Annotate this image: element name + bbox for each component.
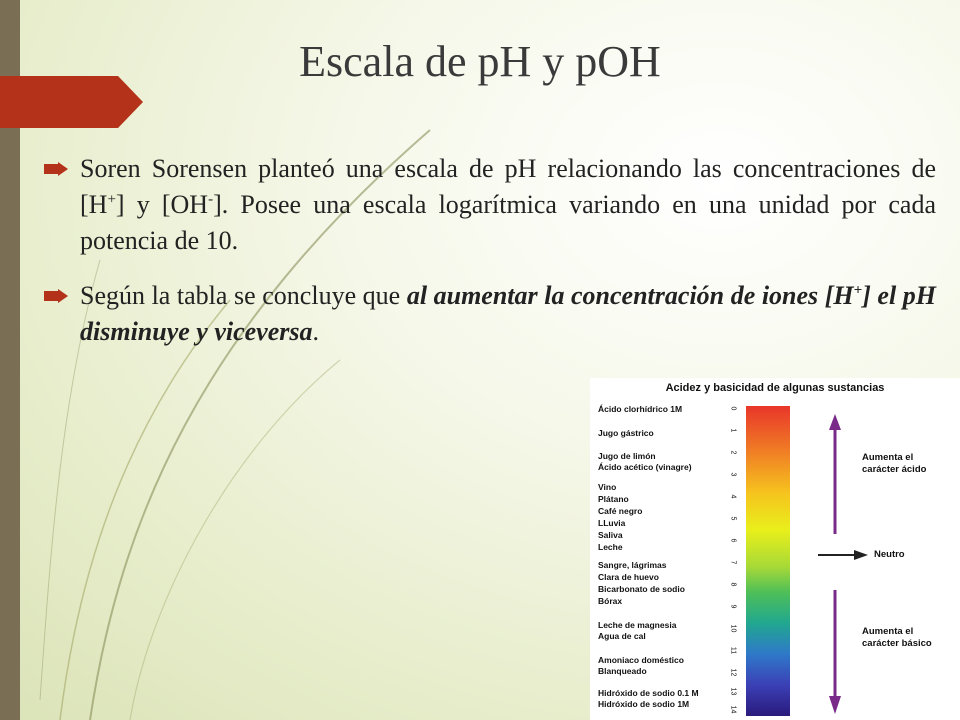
substance-label: Clara de huevo <box>598 572 659 582</box>
figure-title: Acidez y basicidad de algunas sustancias <box>665 382 885 394</box>
slide-title: Escala de pH y pOH <box>299 37 661 86</box>
ph-tick: 12 <box>729 668 737 677</box>
ph-tick: 3 <box>729 472 737 477</box>
substance-label: Sangre, lágrimas <box>598 560 667 570</box>
ph-tick: 8 <box>729 582 737 587</box>
ph-tick: 4 <box>729 494 737 499</box>
ph-tick: 11 <box>729 646 737 655</box>
ph-scale-figure <box>590 378 960 720</box>
ph-tick: 7 <box>729 560 737 565</box>
substance-label: Hidróxido de sodio 1M <box>598 699 690 709</box>
substance-label: Saliva <box>598 530 623 540</box>
substance-label: Ácido acético (vinagre) <box>598 462 692 472</box>
bullet-1-text: Soren Sorensen planteó una escala de pH relacionando las concentraciones de [H+] y [OH-]. Posee una escala logarítmica variando en una unidad por cada potencia de 10. <box>80 154 936 255</box>
substance-label: Leche <box>598 542 623 552</box>
substance-label: Bicarbonato de sodio <box>598 584 685 594</box>
arrow-bullet-icon <box>44 289 68 303</box>
ph-tick: 9 <box>729 604 737 609</box>
bullet-2 <box>44 278 936 350</box>
substance-label: Blanqueado <box>598 666 647 676</box>
bullet-2-text: Según la tabla se concluye que al aumentar la concentración de iones [H+] el pH disminuye y viceversa. <box>80 281 936 346</box>
acid-annotation: Aumenta el carácter ácido <box>862 452 927 475</box>
substance-label: Jugo gástrico <box>598 428 654 438</box>
ph-tick: 13 <box>729 687 737 696</box>
ph-tick: 2 <box>729 450 737 455</box>
ph-tick: 10 <box>729 624 737 633</box>
ph-tick: 5 <box>729 516 737 521</box>
basic-arrow-icon <box>828 590 842 714</box>
ph-gradient-bar <box>746 406 790 716</box>
substance-label: Vino <box>598 482 617 492</box>
neutral-annotation: Neutro <box>874 549 905 560</box>
substance-label: Hidróxido de sodio 0.1 M <box>598 688 699 698</box>
neutral-arrow-icon <box>818 549 868 561</box>
ph-tick: 6 <box>729 538 737 543</box>
substance-label: Leche de magnesia <box>598 620 677 630</box>
arrow-bullet-icon <box>44 162 68 176</box>
substance-label: Amoniaco doméstico <box>598 655 684 665</box>
substance-label: Café negro <box>598 506 643 516</box>
ph-tick: 14 <box>729 705 737 714</box>
bullet-1 <box>44 151 936 259</box>
substance-label: Jugo de limón <box>598 451 656 461</box>
substance-label: Agua de cal <box>598 631 646 641</box>
substance-label: Ácido clorhídrico 1M <box>598 404 683 414</box>
basic-annotation: Aumenta el carácter básico <box>862 626 932 649</box>
substance-label: LLuvia <box>598 518 626 528</box>
substance-label: Plátano <box>598 494 629 504</box>
acid-arrow-icon <box>828 414 842 534</box>
substance-label: Bórax <box>598 596 623 606</box>
ph-tick: 0 <box>729 406 737 411</box>
ph-tick: 1 <box>729 428 737 433</box>
